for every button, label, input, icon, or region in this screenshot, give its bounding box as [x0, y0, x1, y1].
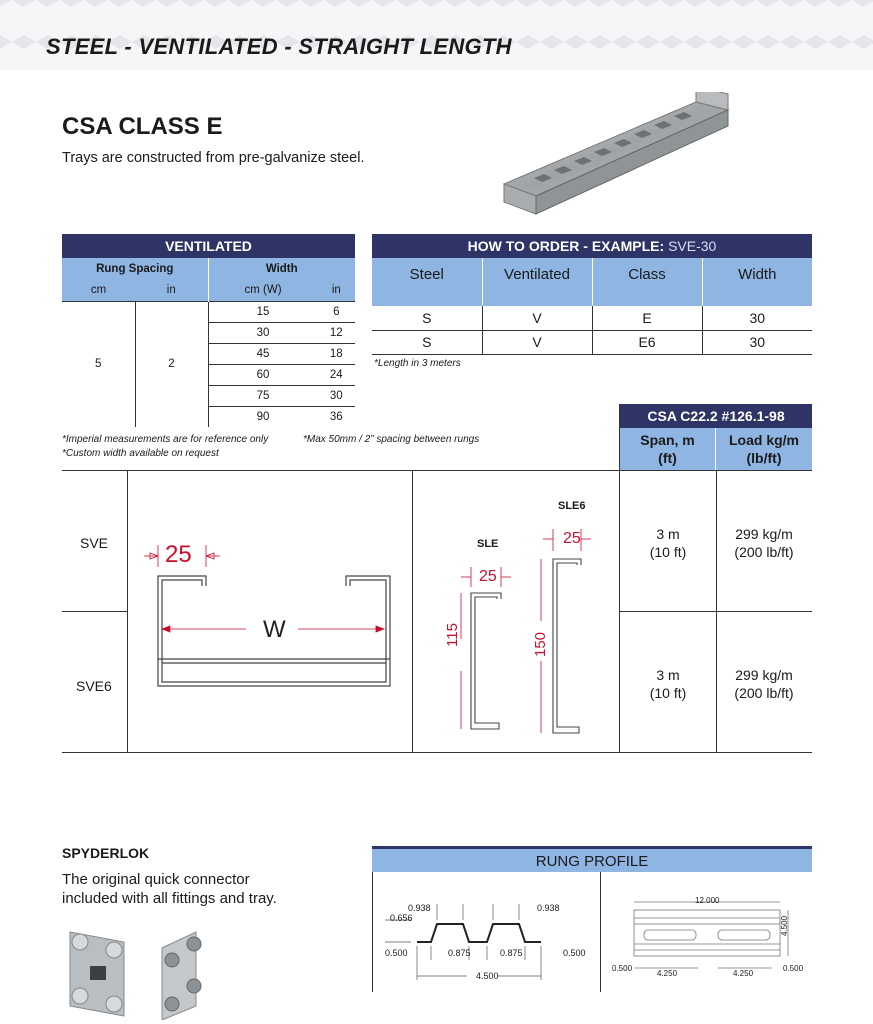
- dim-4250-a: 4.250: [657, 969, 678, 978]
- dim-0875-b: 0.875: [500, 948, 523, 958]
- width-cm-cell: 75: [208, 385, 318, 406]
- width-in-cell: 24: [318, 364, 355, 385]
- order-example: SVE-30: [668, 238, 717, 254]
- width-cm-cell: 90: [256, 410, 270, 423]
- unit-cm-w: cm (W): [244, 284, 282, 297]
- spyderlok-connector-image: [66, 920, 226, 1020]
- width-in-cell: 6: [318, 301, 355, 322]
- span-value: 3 m: [656, 526, 680, 542]
- order-cell: V: [482, 306, 592, 330]
- sle-label: SLE: [477, 538, 499, 550]
- page-title: STEEL - VENTILATED - STRAIGHT LENGTH: [46, 34, 512, 59]
- dim-25-label: 25: [165, 541, 192, 568]
- spyderlok-line2: included with all fittings and tray.: [62, 890, 277, 907]
- csa-title: CSA C22.2 #126.1-98: [620, 404, 812, 428]
- dim-0500-a: 0.500: [385, 948, 408, 958]
- span-ft-value: (10 ft): [649, 544, 687, 560]
- spacing-in-cell: 2: [135, 301, 208, 427]
- width-in-cell: 18: [318, 343, 355, 364]
- span-header-line1: Span, m: [640, 432, 695, 448]
- width-cm-cell: 45: [208, 343, 318, 364]
- span-header-line2: (ft): [658, 450, 677, 466]
- order-cell: 30: [749, 334, 766, 350]
- width-in-cell: 12: [318, 322, 355, 343]
- width-in-cell: 30: [318, 385, 355, 406]
- load-lb-value: (200 lb/ft): [734, 685, 794, 701]
- spacing-cm-cell: 5: [62, 301, 135, 427]
- cable-tray-image: [496, 92, 736, 218]
- spyderlok-line1: The original quick connector: [62, 871, 250, 888]
- unit-in-w: in: [331, 284, 341, 297]
- custom-note: *Custom width available on request: [62, 448, 219, 459]
- rung-profile-divider: [600, 872, 601, 992]
- tray-cross-section-drawing: [128, 471, 412, 752]
- rung-profile-left-border: [372, 872, 373, 992]
- span-ft-value: (10 ft): [649, 685, 687, 701]
- order-table-title: [372, 234, 812, 258]
- unit-cm: cm: [90, 284, 107, 297]
- model-sve6: SVE6: [76, 678, 112, 694]
- dim-25-sle6: 25: [563, 530, 581, 547]
- order-header: Steel: [372, 258, 482, 306]
- ventilated-table: [62, 234, 355, 427]
- order-cell: V: [482, 330, 592, 354]
- dim-4250-b: 4.250: [733, 969, 754, 978]
- dim-0500-b: 0.500: [563, 948, 586, 958]
- rung-spacing-header: Rung Spacing: [62, 258, 208, 280]
- csa-load-cell: [716, 525, 812, 561]
- order-cell: S: [372, 330, 482, 354]
- grid-line-bottom: [62, 752, 812, 753]
- width-cm-cell: 30: [208, 322, 318, 343]
- width-cm-cell: 60: [208, 364, 318, 385]
- width-header: Width: [265, 263, 298, 275]
- class-description: Trays are constructed from pre-galvanize steel.: [62, 150, 365, 166]
- order-cell: E6: [592, 330, 702, 354]
- dim-115-label: 115: [444, 623, 461, 647]
- rung-profile-title: RUNG PROFILE: [372, 846, 812, 872]
- side-rail-drawing: [413, 471, 619, 752]
- csa-span-header: [620, 428, 716, 470]
- dim-w-label: W: [263, 616, 286, 643]
- load-value: 299 kg/m: [735, 526, 793, 542]
- dim-150-label: 150: [532, 631, 549, 657]
- order-header: Ventilated: [482, 258, 592, 306]
- imperial-note: *Imperial measurements are for reference only: [62, 434, 269, 445]
- dim-0500-d: 0.500: [783, 964, 804, 973]
- width-cm-cell: 15: [208, 301, 318, 322]
- csa-span-cell: [620, 525, 716, 561]
- sle6-label: SLE6: [558, 500, 586, 512]
- span-value: 3 m: [656, 667, 680, 683]
- dim-0875-a: 0.875: [448, 948, 471, 958]
- max-spacing-note: *Max 50mm / 2” spacing between rungs: [303, 434, 480, 445]
- csa-load-header: [716, 428, 812, 470]
- grid-vline-4: [716, 470, 717, 753]
- load-header-line2: (lb/ft): [746, 450, 782, 466]
- grid-line-mid-left: [62, 611, 128, 612]
- order-header: Class: [592, 258, 702, 306]
- order-cell: 30: [749, 309, 766, 326]
- spyderlok-description: [62, 870, 277, 908]
- csa-span-cell: [620, 666, 716, 702]
- order-header: Width: [738, 266, 777, 283]
- spyderlok-title: SPYDERLOK: [62, 845, 150, 861]
- class-title: CSA CLASS E: [62, 113, 223, 140]
- order-title-text: HOW TO ORDER - EXAMPLE:: [467, 238, 665, 254]
- load-header-line1: Load kg/m: [728, 432, 799, 448]
- order-cell: E: [592, 306, 702, 330]
- load-value: 299 kg/m: [735, 667, 793, 683]
- dim-0656: 0.656: [390, 913, 413, 923]
- dim-0500-c: 0.500: [612, 964, 633, 973]
- dim-12000: 12.000: [695, 896, 720, 905]
- dim-4500: 4.500: [476, 971, 499, 981]
- order-cell: S: [372, 306, 482, 330]
- dim-25-sle: 25: [479, 568, 497, 585]
- load-lb-value: (200 lb/ft): [734, 544, 794, 560]
- ventilated-table-title: VENTILATED: [62, 234, 355, 258]
- dim-0938-b: 0.938: [537, 903, 560, 913]
- model-sve: SVE: [80, 535, 109, 551]
- length-note: *Length in 3 meters: [374, 358, 461, 369]
- width-in-cell: 36: [329, 410, 343, 423]
- dim-0938-a: 0.938: [408, 903, 431, 913]
- dim-4500-vertical: 4.500: [780, 915, 789, 936]
- unit-in: in: [135, 280, 208, 301]
- order-table: [372, 234, 812, 355]
- csa-load-cell: [716, 666, 812, 702]
